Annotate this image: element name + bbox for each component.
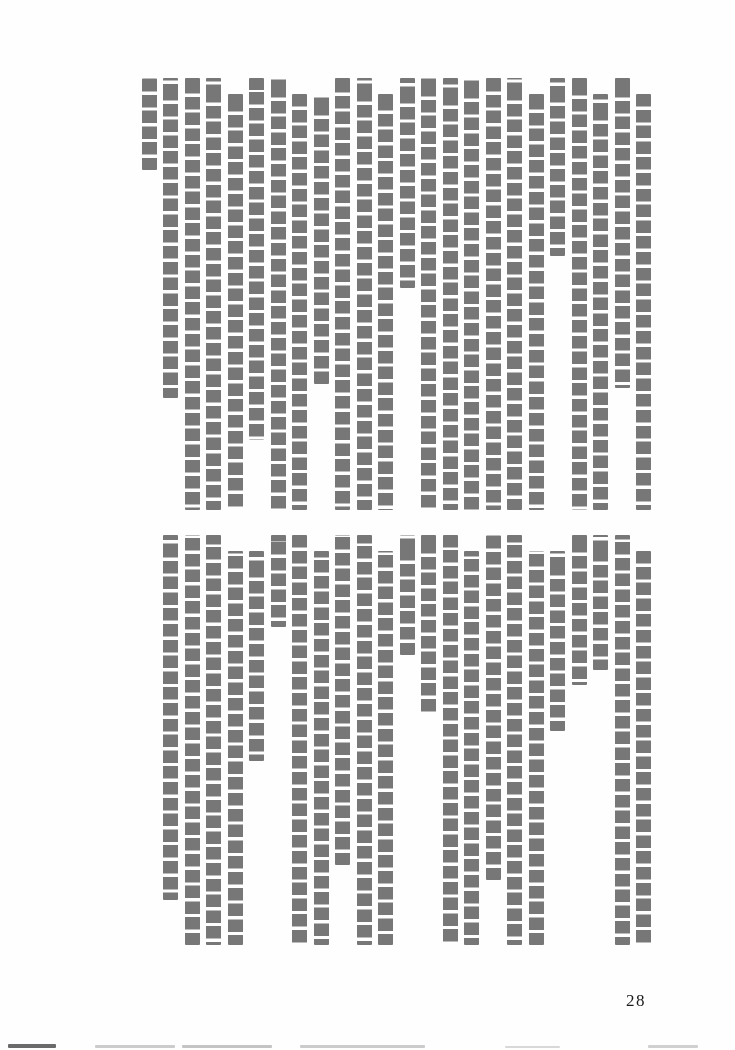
redacted-text-column — [335, 535, 350, 865]
redacted-text-column — [357, 535, 372, 945]
redacted-text-column — [314, 551, 329, 945]
redacted-text-column — [443, 535, 458, 945]
redacted-text-column — [185, 535, 200, 945]
redacted-text-column — [550, 78, 565, 256]
redacted-text-column — [185, 78, 200, 510]
scan-edge-artifact — [8, 1044, 56, 1048]
redacted-text-column — [335, 78, 350, 510]
redacted-text-column — [314, 94, 329, 384]
redacted-text-column — [378, 551, 393, 945]
redacted-text-column — [529, 551, 544, 945]
redacted-text-column — [206, 535, 221, 945]
page-number: 28 — [626, 991, 646, 1010]
scan-edge-artifact — [505, 1046, 560, 1048]
redacted-text-column — [486, 78, 501, 510]
redacted-text-column — [421, 78, 436, 510]
redacted-text-column — [378, 94, 393, 510]
redacted-text-column — [464, 78, 479, 510]
redacted-text-column — [572, 535, 587, 685]
redacted-text-column — [228, 551, 243, 945]
redacted-text-column — [163, 78, 178, 398]
upper-text-block — [135, 78, 651, 510]
redacted-text-column — [550, 551, 565, 731]
redacted-text-column — [507, 535, 522, 945]
redacted-text-column — [400, 535, 415, 655]
redacted-text-column — [636, 94, 651, 510]
redacted-text-column — [593, 535, 608, 670]
redacted-text-column — [615, 535, 630, 945]
redacted-text-column — [615, 78, 630, 388]
redacted-text-column — [206, 78, 221, 510]
redacted-text-column — [249, 551, 264, 761]
scan-edge-artifact — [95, 1045, 175, 1048]
redacted-text-column — [507, 78, 522, 510]
redacted-text-column — [357, 78, 372, 510]
redacted-text-column — [271, 78, 286, 510]
scan-edge-artifact — [182, 1045, 272, 1048]
redacted-text-column — [421, 535, 436, 715]
redacted-text-column — [400, 78, 415, 288]
redacted-text-column — [486, 535, 501, 880]
scan-edge-artifact — [300, 1045, 425, 1048]
redacted-text-column — [443, 78, 458, 510]
redacted-text-column — [163, 535, 178, 900]
redacted-text-column — [572, 78, 587, 510]
redacted-text-column — [464, 551, 479, 945]
redacted-text-column — [228, 94, 243, 510]
redacted-text-column — [292, 94, 307, 510]
redacted-text-column — [271, 535, 286, 627]
redacted-text-column — [249, 78, 264, 440]
scan-edge-artifact — [648, 1045, 698, 1048]
redacted-text-column — [292, 535, 307, 945]
lower-text-block — [156, 535, 651, 945]
redacted-text-column — [529, 94, 544, 510]
redacted-text-column — [593, 94, 608, 510]
redacted-text-column — [636, 551, 651, 945]
redacted-text-column — [142, 78, 157, 170]
